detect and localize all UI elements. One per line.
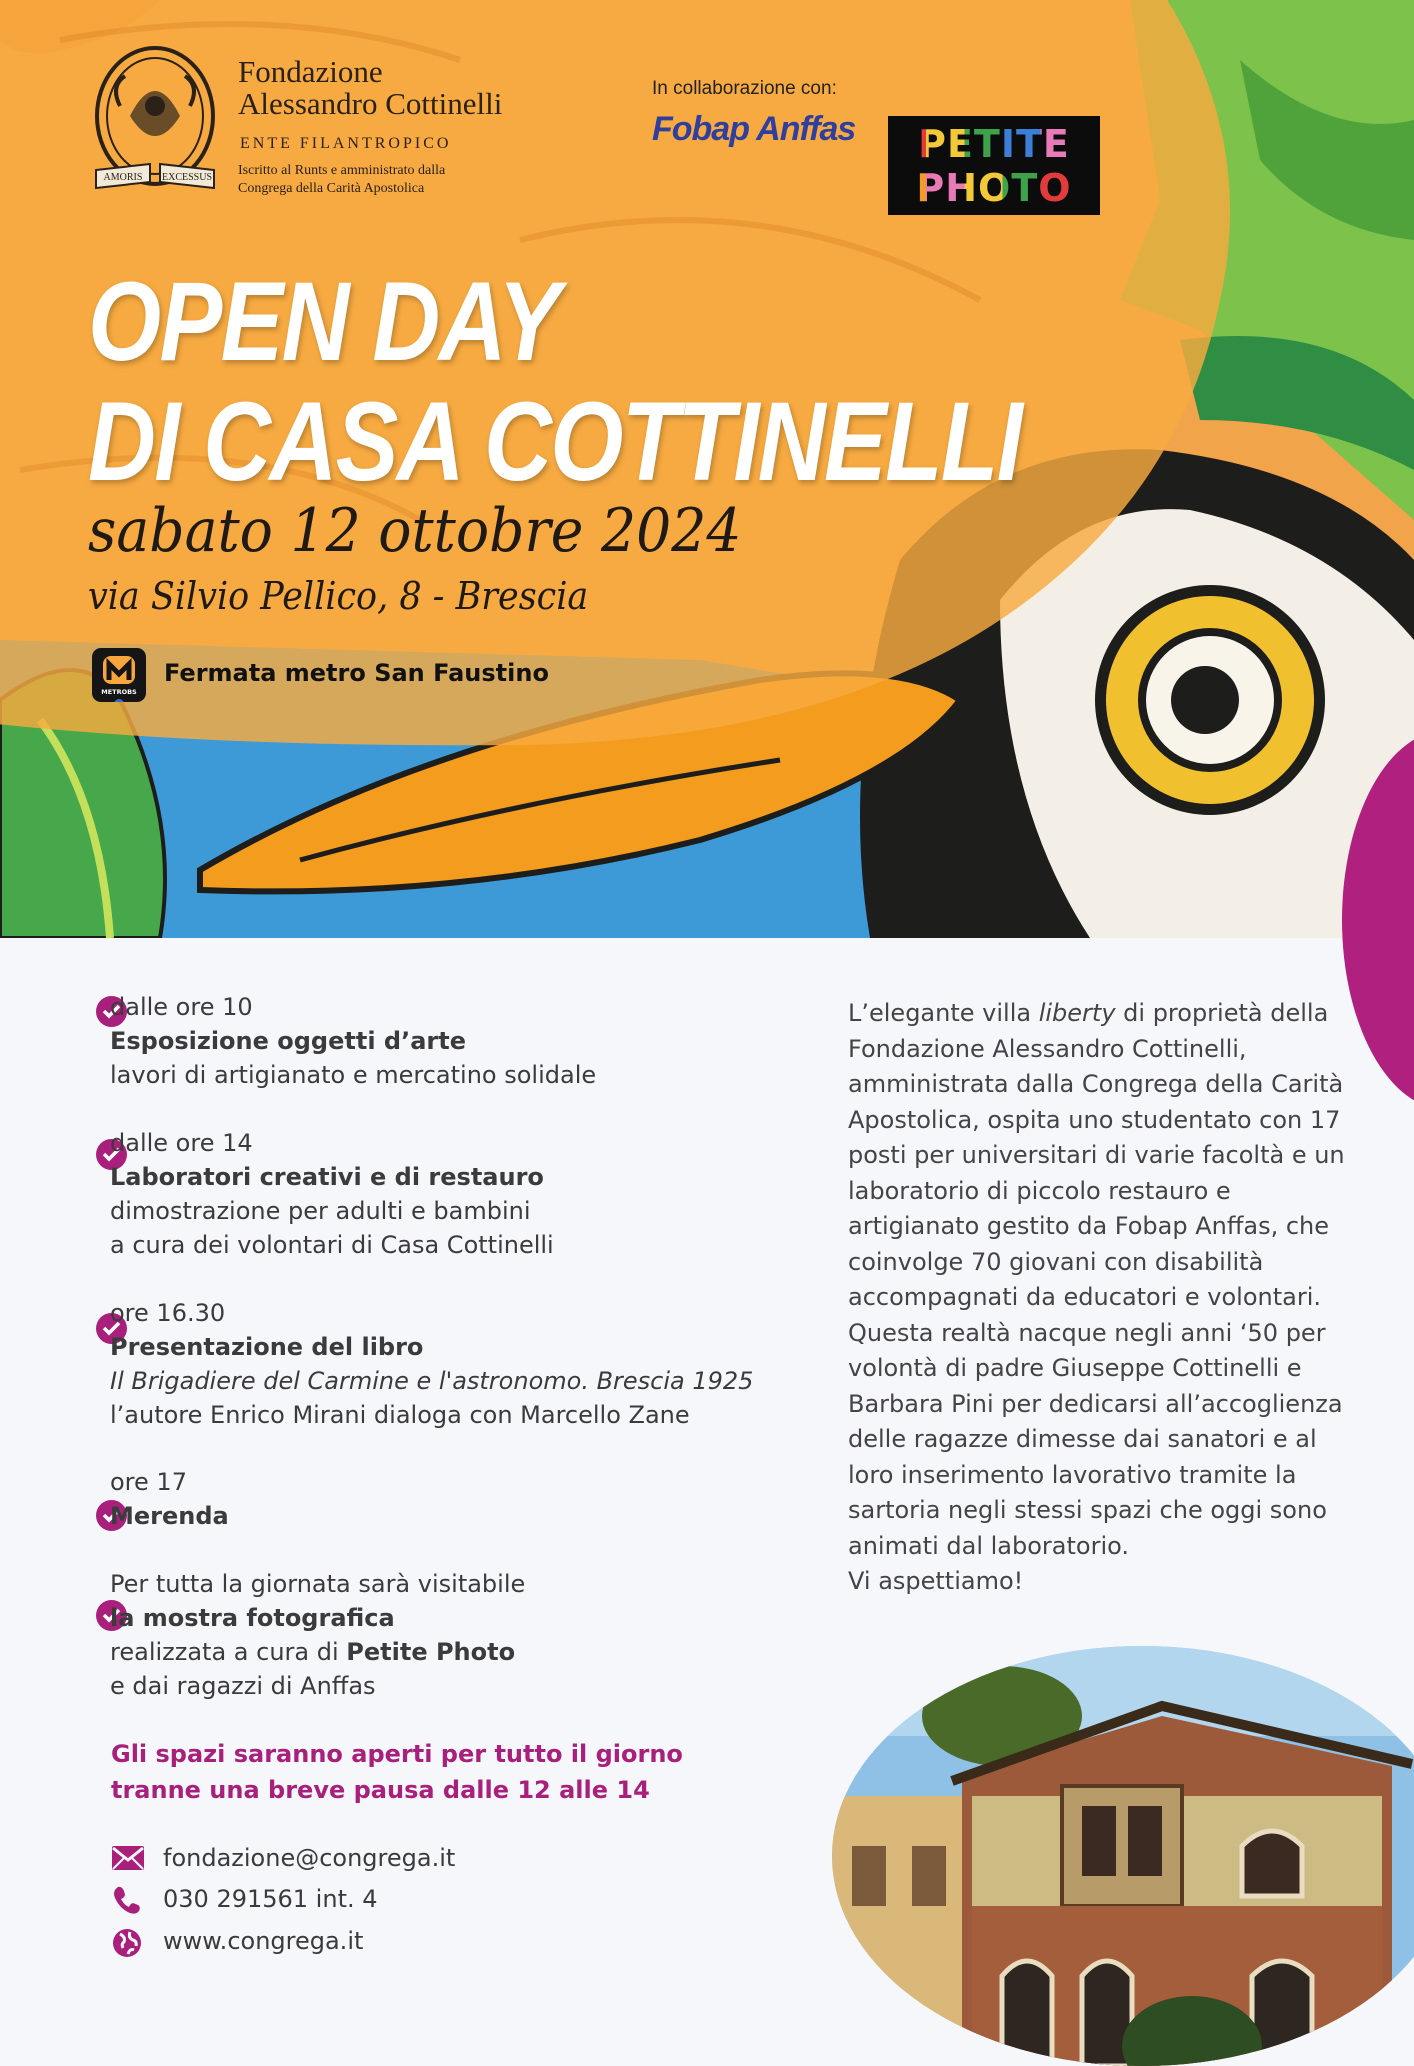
description-paragraph-1 <box>848 996 1368 1316</box>
program-detail-pre: realizzata a cura di <box>110 1638 347 1666</box>
program-title: Esposizione oggetti d’arte <box>110 1027 466 1055</box>
program-time: ore 17 <box>110 1468 187 1496</box>
program-item <box>110 1126 830 1262</box>
description-p1-italic: liberty <box>1038 999 1116 1027</box>
book-title: Il Brigadiere del Carmine e l'astronomo. Brescia 1925 <box>110 1367 754 1395</box>
fondazione-seal-logo <box>90 46 220 201</box>
event-title-line1: OPEN DAY <box>88 259 559 384</box>
description-paragraph-2: Questa realtà nacque negli anni ‘50 per volontà di padre Giuseppe Cottinelli e Barbara Pini per dedicarsi all’accoglienza delle ragazze dimesse dai sanatori e al loro inserimento lavorativo tramite la sartoria negli stessi spazi che oggi sono animati dal laboratorio. <box>848 1318 1343 1560</box>
organization-subtitle: ENTE FILANTROPICO <box>240 135 452 152</box>
org-note-line1: Iscritto al Runts e amministrato dalla <box>238 163 446 178</box>
description-p1-post: di proprietà della Fondazione Alessandro Cottinelli, amministrata dalla Congrega della Carità Apostolica, ospita uno studentato con 17 posti per universitari di varie facoltà e un laboratorio di piccolo restauro e artigianato gestito da Fobap Anffas, che coinvolge 70 giovani con disabilità accompagnati da educatori e volontari. <box>848 999 1345 1311</box>
program-detail: l’autore Enrico Mirani dialoga con Marcello Zane <box>110 1401 690 1429</box>
event-title <box>88 259 1022 504</box>
program-detail: a cura dei volontari di Casa Cottinelli <box>110 1231 554 1259</box>
phone-link[interactable]: 030 291561 int. 4 <box>163 1885 378 1913</box>
program-detail: e dai ragazzi di Anffas <box>110 1672 376 1700</box>
program-item <box>110 990 830 1092</box>
event-title-line2: DI CASA COTTINELLI <box>88 379 1022 504</box>
mail-icon <box>112 1846 144 1870</box>
metro-icon-text: METROBS <box>101 688 137 696</box>
program-item <box>110 1567 830 1703</box>
opening-hours-notice <box>111 1736 683 1808</box>
seal-motto-right: EXCESSUS <box>161 172 213 183</box>
description-p1-pre: L’elegante villa <box>848 999 1039 1027</box>
seal-motto-left: AMORIS <box>103 172 143 183</box>
fobap-anffas-logo: Fobap Anffas <box>652 110 856 148</box>
organization-note <box>238 162 445 198</box>
event-date: sabato 12 ottobre 2024 <box>88 496 742 566</box>
program-detail: lavori di artigianato e mercatino solidale <box>110 1061 597 1089</box>
metro-stop-label: Fermata metro San Faustino <box>164 659 549 687</box>
metro-icon <box>92 648 146 702</box>
petite-photo-line1: PETITE <box>888 124 1100 164</box>
program-item <box>110 1296 830 1432</box>
program-title: Merenda <box>110 1502 229 1530</box>
program-detail: dimostrazione per adulti e bambini <box>110 1197 531 1225</box>
collaboration-label: In collaborazione con: <box>652 78 837 99</box>
program-title: Presentazione del libro <box>110 1333 424 1361</box>
program-time: dalle ore 14 <box>110 1129 253 1157</box>
notice-line1: Gli spazi saranno aperti per tutto il giorno <box>111 1740 683 1768</box>
program-time: ore 16.30 <box>110 1299 226 1327</box>
program-detail <box>110 1635 830 1669</box>
globe-icon <box>112 1928 142 1958</box>
org-name-line2: Alessandro Cottinelli <box>238 86 503 121</box>
program-time: Per tutta la giornata sarà visitabile <box>110 1570 526 1598</box>
program-title: Laboratori creativi e di restauro <box>110 1163 544 1191</box>
program-time: dalle ore 10 <box>110 993 253 1021</box>
description-closing: Vi aspettiamo! <box>848 1567 1024 1595</box>
event-address: via Silvio Pellico, 8 - Brescia <box>88 574 589 618</box>
phone-icon <box>112 1885 142 1915</box>
villa-photo <box>832 1646 1414 2066</box>
petite-photo-line2: PHOTO <box>888 168 1100 208</box>
org-note-line2: Congrega della Carità Apostolica <box>238 181 425 196</box>
petite-photo-logo <box>888 116 1100 215</box>
hero-banner <box>0 0 1414 938</box>
villa-description <box>848 996 1368 1600</box>
organization-name <box>238 56 502 120</box>
website-link[interactable]: www.congrega.it <box>163 1927 364 1955</box>
program-title: la mostra fotografica <box>110 1604 395 1632</box>
program-item <box>110 1465 830 1533</box>
org-name-line1: Fondazione <box>238 54 383 89</box>
notice-line2: tranne una breve pausa dalle 12 alle 14 <box>111 1776 650 1804</box>
email-link[interactable]: fondazione@congrega.it <box>163 1844 456 1872</box>
petite-photo-mention: Petite Photo <box>346 1638 516 1666</box>
